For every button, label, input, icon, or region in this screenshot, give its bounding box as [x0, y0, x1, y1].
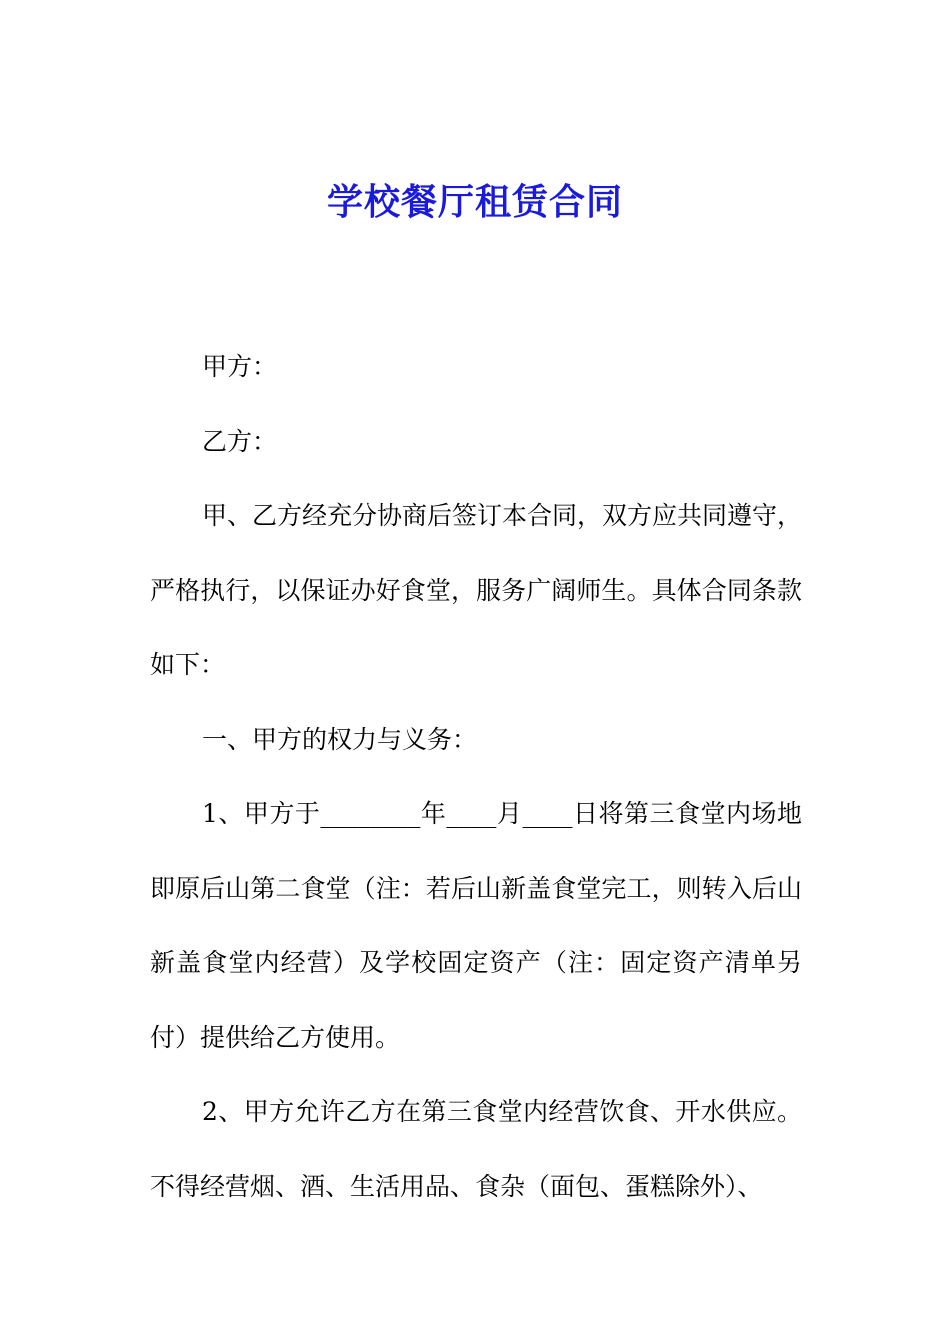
party-a-line: 甲方：: [202, 352, 278, 381]
party-b-line: 乙方：: [202, 426, 278, 456]
document-title: 学校餐厅租赁合同: [326, 181, 623, 223]
intro-paragraph: 甲、乙方经充分协商后签订本合同，双方应共同遵守，严格执行，以保证办好食堂，服务广阔师生。具体合同条款如下：: [150, 501, 803, 679]
document-body: [150, 330, 802, 1224]
section-heading: 一、甲方的权力与义务：: [202, 724, 478, 754]
clause-1: 1、甲方于________年____月____日将第三食堂内场地即原后山第二食堂（注：若后山新盖食堂完工，则转入后山新盖食堂内经营）及学校固定资产（注：固定资产清单另付）提供给乙方使用。: [150, 799, 802, 1052]
clause-2: 2、甲方允许乙方在第三食堂内经营饮食、开水供应。不得经营烟、酒、生活用品、食杂（面包、蛋糕除外）、: [150, 1097, 802, 1201]
